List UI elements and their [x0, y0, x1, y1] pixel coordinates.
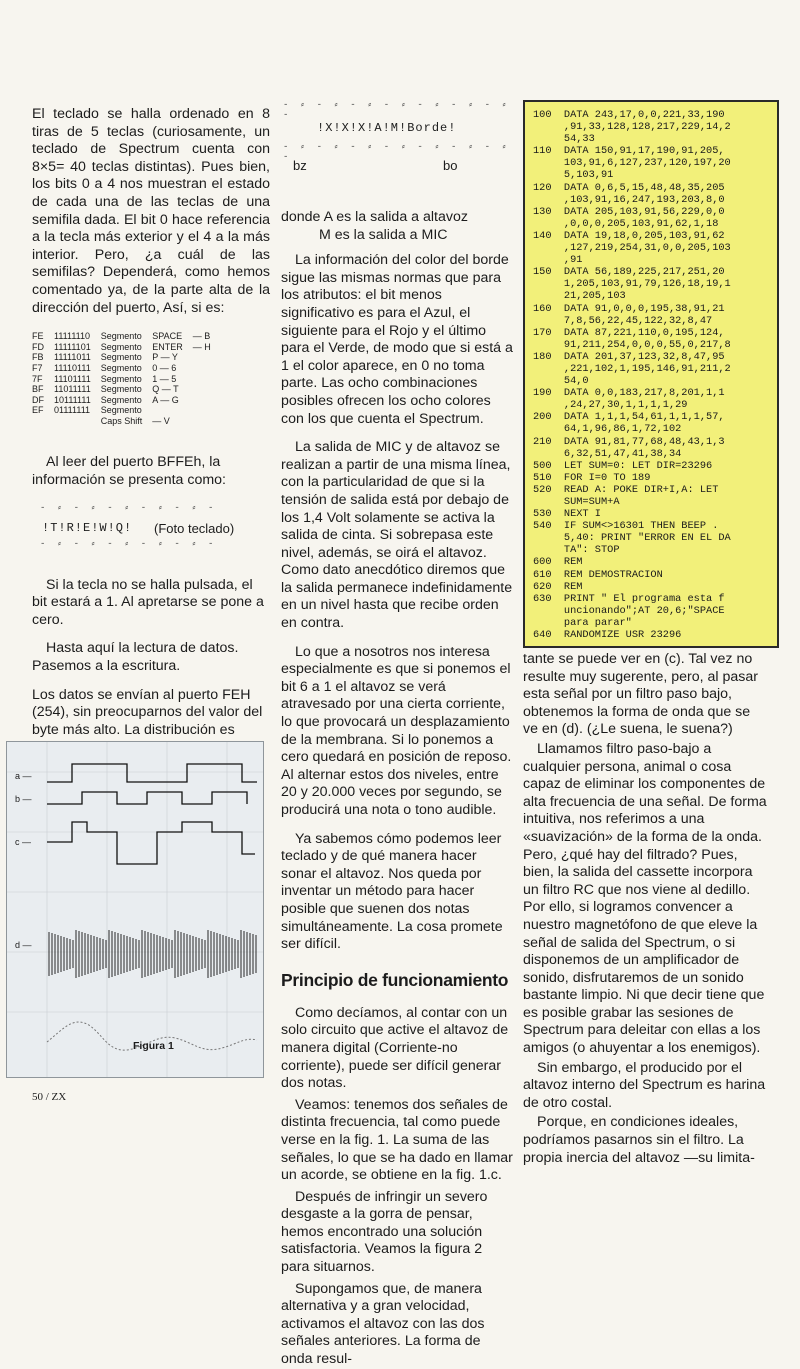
segment-cell: SPACE [152, 331, 183, 342]
listing-line: 640 RANDOMIZE USR 23296 [533, 629, 682, 642]
listing-line: 530 NEXT I [533, 508, 601, 521]
wave-label-c: c — [15, 837, 32, 847]
paragraph-write-port: Los datos se envían al puerto FEH (254), sin preocuparnos del valor del byte más alto. La distribución es [32, 686, 263, 738]
listing-line: 600 REM [533, 556, 583, 569]
listing-line: uncionando";AT 20,6;"SPACE [533, 604, 725, 617]
paragraph-writing: Hasta aquí la lectura de datos. Pasemos a la escritura. [32, 640, 239, 675]
segment-cell: Q — T [152, 384, 179, 395]
segment-cell [32, 416, 54, 427]
listing-line: ,91,33,128,128,217,229,14,2 [533, 121, 731, 134]
segment-cell: 11110111 [54, 362, 91, 373]
segment-cell [54, 416, 101, 427]
paragraph-two-notes: Ya sabemos cómo podemos leer teclado y de qué manera hacer sonar el altavoz. Nos queda por inventar un método para hacer posible que suenen dos notas simultáneamente. La cosa promete ser difícil. [281, 830, 503, 953]
segment-cell: ENTER [152, 341, 183, 352]
paragraph-digital: Como decíamos, al contar con un solo circuito que active el altavoz de manera digital (Corriente-no corriente), puede ser difícil generar dos notas. [281, 1004, 509, 1092]
dotted-rule-bottom: - ⸗ - ⸗ - ⸗ - ⸗ - ⸗ - [40, 538, 217, 549]
segment-table [32, 331, 221, 426]
segment-row [32, 384, 221, 395]
segment-cell: Segmento [100, 394, 142, 405]
listing-line: ,24,27,30,1,1,1,1,29 [533, 399, 688, 412]
listing-line: 6,32,51,47,41,38,34 [533, 447, 682, 460]
segment-cell: A — G [152, 394, 179, 405]
segment-row [32, 395, 221, 406]
write-bits-diagram [283, 100, 511, 180]
wave-label-a: a — [15, 771, 32, 781]
segment-cell: Segmento [100, 373, 142, 384]
segment-cell [193, 395, 221, 406]
segment-cell [193, 384, 221, 395]
segment-cell: — V [152, 415, 170, 426]
segment-cell: Segmento [100, 405, 142, 416]
paragraph-solution: Después de infringir un severo desgaste a la gorra de pensar, hemos encontrado una solución satisfactoria. Veamos la figura 2 para situarnos. [281, 1188, 488, 1276]
segment-row [32, 405, 221, 416]
listing-line: 180 DATA 201,37,123,32,8,47,95 [533, 350, 725, 363]
listing-line: TA": STOP [533, 544, 620, 557]
read-bits: !T!R!E!W!Q! [42, 520, 133, 535]
segment-cell: — H [192, 341, 211, 352]
segment-row [32, 363, 221, 374]
listing-line: 520 READ A: POKE DIR+I,A: LET [533, 483, 719, 496]
segment-cell: 01111111 [54, 405, 91, 416]
segment-cell: BF [32, 384, 44, 395]
dotted-rule-bottom-2: - ⸗ - ⸗ - ⸗ - ⸗ - ⸗ - ⸗ - ⸗ - [283, 142, 510, 162]
basic-listing [523, 100, 779, 648]
paragraph-low-pass: Llamamos filtro paso-bajo a cualquier persona, animal o cosa capaz de eliminar los componentes de alta frecuencia de una señal. De forma intuitiva, nos referimos a una «suavización» de la forma de la onda. Pero, ¿qué hay del filtrado? Pues, bien, la salida del cassette incorpora un filtro RC que nos viene al dedillo. Por ello, si logramos convencer a nuestro magnetófono de que eleve la señal de salida del Spectrum, o si disponemos de un amplificador de sonido, disfrutaremos de un sonido bastante limpio. Ni que decir tiene que es posible grabar las sesiones de Spectrum para deleitar con ellas a los amigos (o ahuyentar a los enemigos). [523, 740, 767, 1057]
segment-cell [193, 352, 221, 363]
listing-line: ,0,0,0,205,103,91,62,1,18 [533, 217, 719, 230]
listing-line: 5,103,91 [533, 169, 614, 182]
write-bits: !X!X!X!A!M!Borde! [317, 121, 457, 135]
wave-c [47, 822, 255, 864]
wave-label-b: b — [15, 794, 32, 804]
segment-cell: 11111110 [54, 331, 91, 342]
segment-cell: 11101111 [54, 373, 91, 384]
listing-line: 5,40: PRINT "ERROR EN EL DA [533, 532, 731, 545]
listing-line: 7,8,56,22,45,122,32,8,47 [533, 314, 713, 327]
listing-line: 64,1,96,86,1,72,102 [533, 423, 682, 436]
segment-row [32, 416, 221, 427]
segment-cell: FE [32, 331, 44, 342]
listing-line: 500 LET SUM=0: LET DIR=23296 [533, 459, 713, 472]
segment-cell: DF [32, 394, 44, 405]
wave-label-d: d — [15, 940, 32, 950]
listing-line: 110 DATA 150,91,17,190,91,205, [533, 145, 725, 158]
paragraph-internal-speaker: Sin embargo, el producido por el altavoz interno del Spectrum es harina de otro costal. [523, 1059, 766, 1111]
segment-cell: EF [32, 405, 44, 416]
listing-line: 210 DATA 91,81,77,68,48,43,1,3 [533, 435, 725, 448]
listing-line: 510 FOR I=0 TO 189 [533, 471, 651, 484]
segment-cell: Segmento [100, 341, 142, 352]
listing-line: 610 REM DEMOSTRACION [533, 568, 663, 581]
paragraph-border-color: La información del color del borde sigue las mismas normas que para los atributos: el bit menos significativo es para el Azul, el siguiente para el Rojo y el último para el Verde, de modo que si está a 1 el color aparece, en 0 no toma parte. Las ocho combinaciones posibles ofrecen los ocho colores con los que cuenta el Spectrum. [281, 252, 513, 427]
segment-cell [193, 405, 221, 416]
segment-cell [152, 405, 193, 416]
segment-row [32, 331, 221, 342]
column-2 [281, 209, 513, 1369]
paragraph-speaker-out: donde A es la salida a altavoz [281, 209, 468, 225]
listing-line: 54,0 [533, 375, 589, 388]
segment-row [32, 374, 221, 385]
section-heading: Principio de funcionamiento [281, 969, 509, 990]
listing-line: 150 DATA 56,189,225,217,251,20 [533, 266, 725, 279]
listing-line: 130 DATA 205,103,91,56,229,0,0 [533, 205, 725, 218]
segment-cell: F7 [32, 362, 43, 373]
segment-cell: Segmento [100, 352, 142, 363]
segment-cell: Caps Shift [100, 415, 143, 426]
listing-line: 160 DATA 91,0,0,0,195,38,91,21 [533, 302, 725, 315]
listing-line: para parar" [533, 616, 632, 629]
listing-line: ,91 [533, 254, 583, 267]
segment-cell: FB [32, 352, 44, 363]
segment-cell: Segmento [100, 362, 142, 373]
segment-cell: 11111011 [54, 352, 91, 363]
listing-line: 630 PRINT " El programa esta f [533, 592, 725, 605]
photo-caption: (Foto teclado) [154, 520, 235, 536]
listing-line: 120 DATA 0,6,5,15,48,48,35,205 [533, 181, 725, 194]
column-3 [523, 651, 769, 1167]
listing-line: 620 REM [533, 580, 583, 593]
read-bits-diagram [32, 501, 270, 563]
listing-line: 170 DATA 87,221,110,0,195,124, [533, 326, 725, 339]
segment-cell: 11011111 [54, 384, 91, 395]
listing-lines [533, 109, 770, 641]
label-bo: bo [443, 158, 458, 173]
paragraph-inertia: Porque, en condiciones ideales, podríamos pasarnos sin el filtro. La propia inercia del altavoz —su limita- [523, 1114, 755, 1166]
dotted-rule-top: - ⸗ - ⸗ - ⸗ - ⸗ - ⸗ - [40, 502, 217, 513]
paragraph-two-signals: Veamos: tenemos dos señales de distinta frecuencia, tal como puede verse en la fig. 1. La suma de las señales, lo que se ha dado en llamar un acorde, se obtiene en la fig. 1.c. [281, 1096, 513, 1184]
listing-line: 103,91,6,127,237,120,197,20 [533, 157, 731, 170]
listing-line: ,127,219,254,31,0,0,205,103 [533, 242, 731, 255]
segment-row [32, 342, 221, 353]
listing-line: 91,211,254,0,0,0,55,0,217,8 [533, 338, 731, 351]
segment-cell: 1 — 5 [152, 373, 177, 384]
wave-a [47, 764, 257, 782]
listing-line: 200 DATA 1,1,1,54,61,1,1,1,57, [533, 411, 725, 424]
segment-row [32, 352, 221, 363]
listing-line: 190 DATA 0,0,183,217,8,201,1,1 [533, 387, 725, 400]
paragraph-mic-out: M es la salida a MIC [319, 226, 448, 243]
paragraph-key-pressed: Si la tecla no se halla pulsada, el bit estará a 1. Al apretarse se pone a cero. [32, 576, 264, 628]
listing-line: 140 DATA 19,18,0,205,103,91,62 [533, 229, 725, 242]
listing-line: ,221,102,1,195,146,91,211,2 [533, 362, 731, 375]
segment-cell [193, 416, 221, 427]
label-bz: bz [293, 158, 307, 173]
listing-line: 54,33 [533, 133, 595, 146]
segment-cell: 10111111 [54, 394, 91, 405]
dotted-rule-top-2: - ⸗ - ⸗ - ⸗ - ⸗ - ⸗ - ⸗ - ⸗ - [283, 100, 510, 120]
segment-cell: Segmento [100, 331, 142, 342]
listing-line: 540 IF SUM<>16301 THEN BEEP . [533, 520, 719, 533]
paragraph-alternate: Supongamos que, de manera alternativa y a gran velocidad, activamos el altavoz con las dos señales anteriores. La forma de onda resul- [281, 1280, 485, 1368]
paragraph-read-port: Al leer del puerto BFFEh, la información se presenta como: [32, 454, 226, 489]
segment-cell: 11111101 [54, 341, 91, 352]
listing-line: SUM=SUM+A [533, 496, 620, 508]
column-1 [32, 106, 270, 768]
segment-cell: 7F [32, 373, 43, 384]
listing-line: 100 DATA 243,17,0,0,221,33,190 [533, 109, 725, 121]
listing-line: ,103,91,16,247,193,203,8,0 [533, 193, 725, 206]
segment-cell: P — Y [152, 352, 178, 363]
paragraph-bit-six: Lo que a nosotros nos interesa especialmente es que si ponemos el bit 6 a 1 el altavoz se verá atravesado por una cierta corriente, lo que provocará un desplazamiento de la membrana. Si lo ponemos a cero quedará en posición de reposo. Al alternar estos dos niveles, entre 20 y 20.000 veces por segundo, se producirá una nota o tono audible. [281, 643, 512, 818]
segment-cell [193, 363, 221, 374]
figure-caption: Figura 1 [133, 1040, 174, 1052]
figure-1 [6, 741, 264, 1078]
listing-line: 1,205,103,91,79,126,18,19,1 [533, 278, 731, 291]
segment-cell: — B [192, 331, 211, 342]
listing-line: 21,205,103 [533, 290, 626, 303]
waveform-plot [7, 742, 263, 1077]
segment-cell [193, 374, 221, 385]
segment-cell: Segmento [100, 384, 142, 395]
wave-b [47, 792, 247, 804]
paragraph-waveform-result: tante se puede ver en (c). Tal vez no resulte muy sugerente, pero, al pasar esta señal por un filtro paso bajo, obtenemos la forma de onda que se ve en (d). (¿Le suena, le suena?) [523, 651, 759, 738]
paragraph-mic-speaker: La salida de MIC y de altavoz se realizan a partir de una misma línea, con la particularidad de que si la tensión de salida está por debajo de los 1,4 Volt solamente se activa la salida de cinta. Si sobrepasa este nivel, además, se oirá el altavoz. Como dato anecdótico diremos que la salida permanece indefinidamente en un nivel hasta que recibe orden en contra. [281, 439, 513, 632]
page-footer: 50 / ZX [32, 1091, 67, 1103]
segment-cell: FD [32, 341, 44, 352]
segment-cell: 0 — 6 [152, 362, 177, 373]
paragraph-keyboard-intro: El teclado se halla ordenado en 8 tiras de 5 teclas (curiosamente, un teclado de Spectrum cuenta con 8×5= 40 teclas distintas). Pues bien, los bits 0 a 4 nos muestran el estado de cada una de las teclas de una semifila dada. El bit 0 hace referencia a la tecla más exterior y el 4 a la más interior. Pero, ¿a cuál de las semifilas? Dependerá, como hemos comentado ya, de la parte alta de la dirección del puerto, Así, si es: [32, 106, 270, 316]
